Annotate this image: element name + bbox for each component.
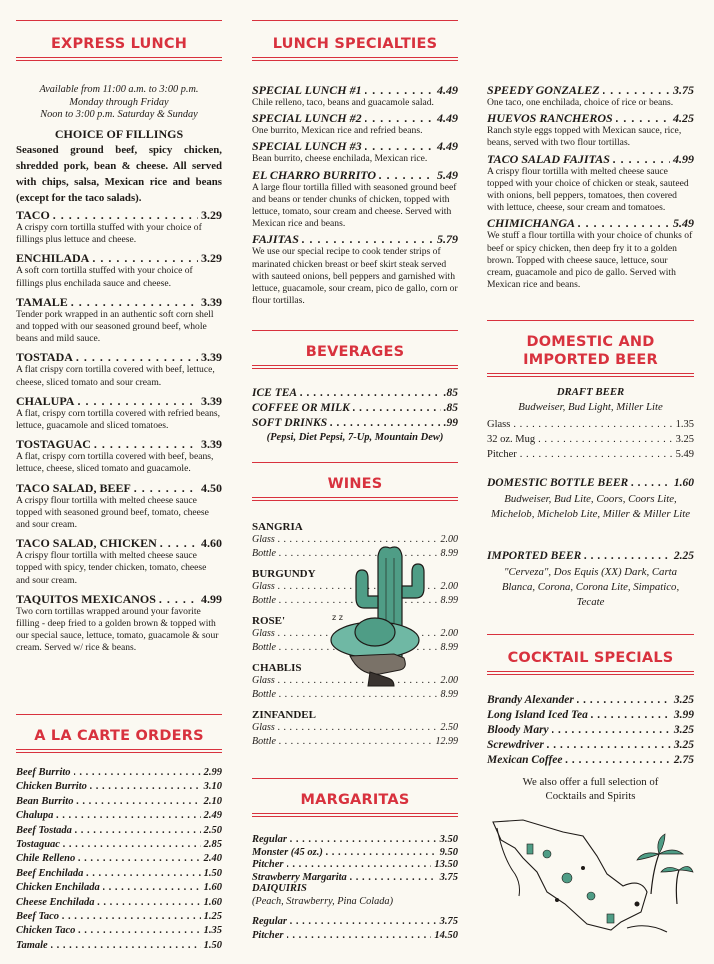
menu-item-description: A crispy flour tortilla with melted cheese sauce topped with seasoned ground beef, tomato, cheese and sour cream.: [16, 494, 209, 531]
menu-item-heading: SPEEDY GONZALEZ . . . 3.75: [487, 83, 694, 97]
daiquiris-note: (Peach, Strawberry, Pina Colada): [252, 896, 393, 907]
price-row: Screwdriver . . . 3.25: [487, 738, 694, 753]
wine-group: [252, 709, 458, 749]
beer-banner: [487, 320, 694, 377]
lunch-title: LUNCH SPECIALTIES: [272, 36, 438, 52]
menu-item-heading: HUEVOS RANCHEROS . . . 4.25: [487, 111, 694, 125]
menu-item: [252, 111, 458, 137]
menu-item-description: A flat, crispy corn tortilla covered with beef, beans, lettuce, cheese, sliced tomato and guacamole.: [16, 451, 214, 475]
menu-item-description: One taco, one enchilada, choice of rice or beans.: [487, 97, 674, 108]
wines-banner: [252, 462, 458, 501]
beverage-items: [252, 386, 458, 431]
menu-item-heading: CHIMICHANGA . . . 5.49: [487, 216, 694, 230]
menu-item: [487, 152, 694, 215]
alacarte-items: [16, 766, 222, 953]
menu-item-description: Tender pork wrapped in an authentic soft corn shell and topped with our seasoned ground beef, whole beans and mild sauce.: [16, 308, 214, 345]
alacarte-banner: [16, 714, 222, 753]
wine-name: BURGUNDY: [252, 568, 316, 580]
menu-item-heading: SPECIAL LUNCH #3 . . . 4.49: [252, 139, 458, 153]
menu-item: [16, 394, 222, 432]
wine-name: SANGRIA: [252, 521, 303, 533]
cocktails-title: COCKTAIL SPECIALS: [507, 650, 674, 666]
cocktails-banner: [487, 634, 694, 675]
draft-beer-rows: [487, 417, 694, 462]
domestic-bottle-beer: DOMESTIC BOTTLE BEER . . . 1.60 Budweiser, Bud Lite, Coors, Coors Lite, Michelob, Michelob Lite, Miller & Miller Lite: [487, 477, 694, 522]
price-row: Pitcher . . . 13.50: [252, 859, 458, 872]
wine-price-row: Bottle . . . 8.99: [252, 594, 458, 608]
menu-item-heading: ENCHILADA . . . 3.29: [16, 251, 222, 265]
imported-beer-brands: "Cerveza", Dos Equis (XX) Dark, Carta Blanca, Corona, Corona Lite, Simpatico, Tecate: [501, 565, 680, 608]
margaritas-title: MARGARITAS: [300, 792, 410, 808]
menu-item-description: We stuff a flour tortilla with your choice of chunks of beef or spicy chicken, then deep fry it to a golden brown. Topped with cheese sauce, lettuce, sour cream, guacamole and pico de gallo. Served with Mexican rice and beans.: [487, 230, 693, 291]
price-row: 32 oz. Mug . . . 3.25: [487, 432, 694, 447]
fillings-heading: CHOICE OF FILLINGS: [54, 127, 184, 141]
imported-beer: IMPORTED BEER . . . 2.25 "Cerveza", Dos Equis (XX) Dark, Carta Blanca, Corona, Corona Lite, Simpatico, Tecate: [487, 550, 694, 610]
menu-item: [252, 168, 458, 231]
cocktails-note: We also offer a full selection of Cocktails and Spirits: [522, 776, 659, 802]
wine-price-row: Bottle . . . 8.99: [252, 641, 458, 655]
menu-item-heading: FAJITAS . . . 5.79: [252, 232, 458, 246]
beer-title-1: DOMESTIC AND: [526, 334, 655, 350]
price-row: Pitcher . . . 14.50: [252, 929, 458, 943]
price-row: Monster (45 oz.) . . . 9.50: [252, 847, 458, 860]
soft-drinks-note: (Pepsi, Diet Pepsi, 7-Up, Mountain Dew): [266, 432, 444, 443]
wine-name: ZINFANDEL: [252, 709, 316, 721]
price-row: Chile Relleno . . . 2.40: [16, 852, 222, 866]
menu-item: [252, 232, 458, 307]
wine-name: CHABLIS: [252, 662, 302, 674]
price-row: Chalupa . . . 2.49: [16, 809, 222, 823]
menu-item: [252, 83, 458, 109]
price-row: Pitcher . . . 5.49: [487, 447, 694, 462]
menu-item: [487, 216, 694, 291]
menu-item-description: A flat, crispy corn tortilla covered with refried beans, lettuce, guacamole and sliced tomatoes.: [16, 407, 221, 432]
margaritas-banner: [252, 778, 458, 817]
menu-item-description: A soft corn tortilla stuffed with your choice of fillings plus enchilada sauce and cheese.: [16, 265, 193, 289]
wine-price-row: Glass . . . 2.00: [252, 627, 458, 641]
price-row: Chicken Burrito . . . 3.10: [16, 780, 222, 794]
menu-item-description: Two corn tortillas wrapped around your favorite filling - deep fried to a golden brown & topped with our special sauce, lettuce, tomato, guacamole & sour cream. Served w/ rice & beans.: [16, 605, 219, 654]
price-row: Tamale . . . 1.50: [16, 939, 222, 953]
alacarte-title: A LA CARTE ORDERS: [34, 728, 204, 744]
wines-title: WINES: [327, 476, 383, 492]
price-row: COFFEE OR MILK . . . .85: [252, 401, 458, 416]
menu-item-heading: TACO SALAD, BEEF . . . 4.50: [16, 481, 222, 495]
menu-item-heading: CHALUPA . . . 3.39: [16, 394, 222, 408]
express-items: [16, 208, 222, 660]
right-specials: [487, 83, 694, 293]
menu-item: [252, 139, 458, 165]
wine-name: ROSE': [252, 615, 286, 627]
wine-price-row: Bottle . . . 8.99: [252, 547, 458, 561]
lunch-items: [252, 83, 458, 309]
menu-item-heading: TACO . . . 3.29: [16, 208, 222, 222]
price-row: Tostaguac . . . 2.85: [16, 838, 222, 852]
menu-item-description: A crispy flour tortilla with melted cheese sauce topped with your choice of chicken or steak, sauteed with onions, bell peppers, tomatoes, then covered with lettuce, cheese, sour cream and tomatoes.: [487, 165, 689, 214]
price-row: Chicken Taco . . . 1.35: [16, 924, 222, 938]
price-row: Brandy Alexander . . . 3.25: [487, 693, 694, 708]
svg-text:z z: z z: [332, 613, 343, 622]
menu-item: [16, 536, 222, 587]
menu-item: [16, 481, 222, 532]
menu-item-heading: TOSTAGUAC . . . 3.39: [16, 437, 222, 451]
price-row: Beef Taco . . . 1.25: [16, 910, 222, 924]
menu-item-heading: SPECIAL LUNCH #1 . . . 4.49: [252, 83, 458, 97]
price-row: Regular . . . 3.50: [252, 834, 458, 847]
menu-item-heading: TOSTADA . . . 3.39: [16, 350, 222, 364]
menu-item-description: A crispy corn tortilla stuffed with your choice of fillings plus lettuce and cheese.: [16, 222, 202, 246]
menu-item-description: Ranch style eggs topped with Mexican sauce, rice, beans, served with two flour tortillas.: [487, 125, 682, 149]
price-row: Beef Burrito . . . 2.99: [16, 766, 222, 780]
price-row: Beef Tostada . . . 2.50: [16, 824, 222, 838]
menu-item-heading: SPECIAL LUNCH #2 . . . 4.49: [252, 111, 458, 125]
wine-price-row: Glass . . . 2.00: [252, 533, 458, 547]
menu-item: [16, 251, 222, 289]
draft-beer-brands: Budweiser, Bud Light, Miller Lite: [518, 401, 663, 413]
beverages-banner: [252, 330, 458, 369]
price-row: Chicken Enchilada . . . 1.60: [16, 881, 222, 895]
menu-item-description: A crispy flour tortilla with melted cheese sauce topped with spicy, tender chicken, tomato, cheese and sour cream.: [16, 550, 207, 586]
menu-item-description: A flat crispy corn tortilla covered with beef, lettuce, cheese, sliced tomato and sour cream.: [16, 364, 215, 388]
express-hours: Available from 11:00 a.m. to 3:00 p.m. Monday through Friday Noon to 3:00 p.m. Saturday & Sunday: [39, 84, 199, 121]
fillings-text: Seasoned ground beef, spicy chicken, shredded pork, bean & cheese. All served with chips, salsa, Mexican rice and beans (except for the taco salads).: [16, 144, 222, 204]
menu-item-heading: TACO SALAD, CHICKEN . . . 4.60: [16, 536, 222, 550]
domestic-beer-brands: Budweiser, Bud Lite, Coors, Coors Lite, Michelob, Michelob Lite, Miller & Miller Lite: [490, 492, 691, 520]
menu-item-description: We use our special recipe to cook tender strips of marinated chicken breast or beef skirt steak served with sauteed onions, bell peppers and garnished with lettuce, guacamole, sour cream, pico de gallo, corn or flour tortillas.: [252, 246, 458, 307]
menu-item-heading: TACO SALAD FAJITAS . . . 4.99: [487, 152, 694, 166]
mexico-map-icon: [487, 808, 694, 958]
price-row: Beef Enchilada . . . 1.50: [16, 867, 222, 881]
menu-item-description: Chile relleno, taco, beans and guacamole salad.: [252, 97, 434, 108]
menu-item-heading: TAQUITOS MEXICANOS . . . 4.99: [16, 592, 222, 606]
price-row: ICE TEA . . . .85: [252, 386, 458, 401]
menu-item: [16, 592, 222, 655]
menu-item: [16, 350, 222, 388]
cocktail-items: [487, 693, 694, 768]
price-row: Regular . . . 3.75: [252, 915, 458, 929]
express-lunch-banner: [16, 20, 222, 61]
wine-price-row: Glass . . . 2.50: [252, 721, 458, 735]
column-left: [16, 0, 222, 964]
price-row: Bloody Mary . . . 3.25: [487, 723, 694, 738]
wine-price-row: Glass . . . 2.00: [252, 674, 458, 688]
wine-price-row: Bottle . . . 8.99: [252, 688, 458, 702]
express-lunch-title: EXPRESS LUNCH: [50, 36, 188, 52]
price-row: Glass . . . 1.35: [487, 417, 694, 432]
price-row: Strawberry Margarita . . . 3.75: [252, 872, 458, 885]
wine-price-row: Bottle . . . 12.99: [252, 735, 458, 749]
wine-price-row: Glass . . . 2.00: [252, 580, 458, 594]
cactus-sombrero-icon: [330, 538, 450, 688]
daiquiri-items: [252, 915, 458, 942]
daiquiris-heading: DAIQUIRIS: [252, 883, 307, 894]
price-row: SOFT DRINKS . . . .99: [252, 416, 458, 431]
menu-item-heading: TAMALE . . . 3.39: [16, 295, 222, 309]
price-row: Bean Burrito . . . 2.10: [16, 795, 222, 809]
price-row: Mexican Coffee . . . 2.75: [487, 753, 694, 768]
menu-item: [487, 83, 694, 109]
menu-item: [16, 295, 222, 346]
menu-item: [487, 111, 694, 149]
lunch-banner: [252, 20, 458, 61]
draft-beer-heading: DRAFT BEER: [556, 386, 625, 398]
column-middle: [252, 0, 458, 964]
beer-title-2: IMPORTED BEER: [523, 352, 658, 368]
column-right: [487, 0, 694, 964]
beverages-title: BEVERAGES: [305, 344, 405, 360]
margarita-items: [252, 834, 458, 884]
menu-item-description: A large flour tortilla filled with seasoned ground beef and beans or tender chunks of chicken, topped with lettuce, tomato, sour cream and cheese. Served with Mexican rice and beans.: [252, 181, 457, 230]
menu-item-description: One burrito, Mexican rice and refried beans.: [252, 125, 423, 137]
menu-item: [16, 208, 222, 246]
menu-item: [16, 437, 222, 475]
menu-item-description: Bean burrito, cheese enchilada, Mexican rice.: [252, 153, 428, 165]
price-row: Cheese Enchilada . . . 1.60: [16, 896, 222, 910]
price-row: Long Island Iced Tea . . . 3.99: [487, 708, 694, 723]
menu-item-heading: EL CHARRO BURRITO . . . 5.49: [252, 168, 458, 182]
